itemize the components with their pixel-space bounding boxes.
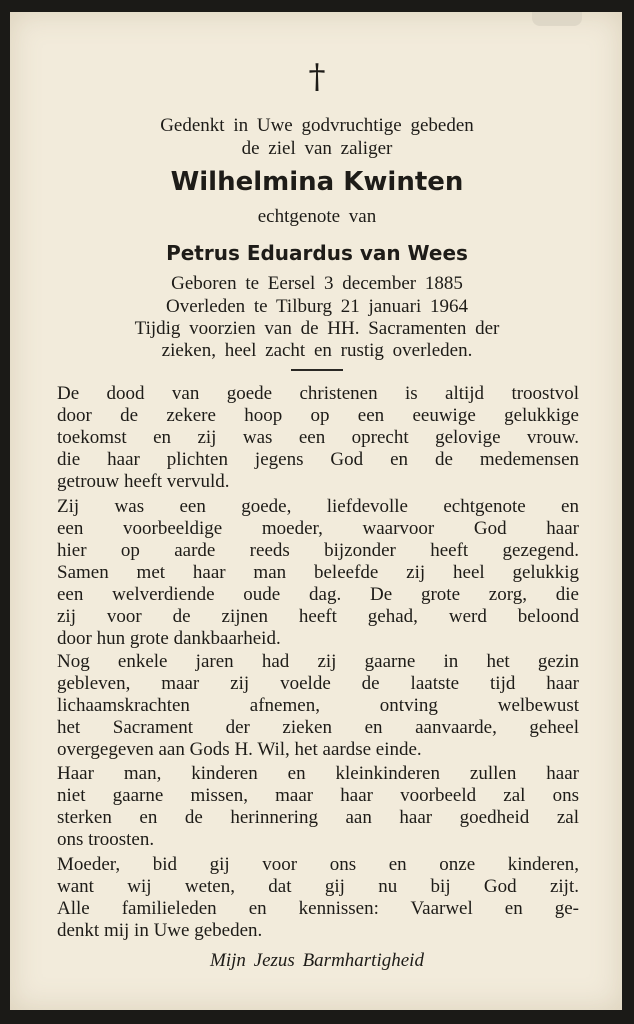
deceased-name: Wilhelmina Kwinten [170, 167, 464, 197]
paragraph-line: door de zekere hoop op een eeuwige gelukkige [57, 405, 579, 426]
divider [291, 369, 343, 371]
paragraph-line: Moeder, bid gij voor ons en onze kinderen, [57, 854, 579, 875]
paragraph-line: Nog enkele jaren had zij gaarne in het gezin [57, 651, 579, 672]
paragraph-line: zij voor de zijnen heeft gehad, werd beloond [57, 606, 579, 627]
sacraments-line-2: zieken, heel zacht en rustig overleden. [161, 340, 473, 361]
relation-text: echtgenote van [257, 206, 377, 227]
paragraph-line: het Sacrament der zieken en aanvaarde, geheel [57, 717, 579, 738]
paragraph-2 [57, 496, 579, 650]
paragraph-line: lichaamskrachten afnemen, ontving welbewust [57, 695, 579, 716]
paragraph-line: overgegeven aan Gods H. Wil, het aardse einde. [57, 739, 422, 760]
paragraph-3 [57, 651, 579, 761]
death-line: Overleden te Tilburg 21 januari 1964 [166, 296, 468, 317]
paragraph-line: die haar plichten jegens God en de medemensen [57, 449, 579, 470]
paragraph-line: toekomst en zij was een oprecht gelovige vrouw. [57, 427, 579, 448]
intro-line-2: de ziel van zaliger [241, 138, 393, 159]
paragraph-line: Zij was een goede, liefdevolle echtgenote en [57, 496, 579, 517]
spouse-name: Petrus Eduardus van Wees [166, 241, 468, 265]
paragraph-line: ons troosten. [57, 829, 155, 850]
paragraph-5 [57, 854, 579, 942]
paragraph-line: Alle familieleden en kennissen: Vaarwel en ge- [57, 898, 579, 919]
paragraph-line: Haar man, kinderen en kleinkinderen zullen haar [57, 763, 579, 784]
closing-prayer: Mijn Jezus Barmhartigheid [210, 950, 424, 971]
birth-line: Geboren te Eersel 3 december 1885 [171, 273, 463, 294]
paper-stain [532, 12, 582, 26]
sacraments-line-1: Tijdig voorzien van de HH. Sacramenten der [134, 318, 500, 339]
intro-line-1: Gedenkt in Uwe godvruchtige gebeden [160, 115, 474, 136]
paragraph-line: door hun grote dankbaarheid. [57, 628, 281, 649]
paragraph-line: hier op aarde reeds bijzonder heeft gezegend. [57, 540, 579, 561]
paragraph-1 [57, 383, 579, 493]
paragraph-line: want wij weten, dat gij nu bij God zijt. [57, 876, 579, 897]
paragraph-line: gebleven, maar zij voelde de laatste tijd haar [57, 673, 579, 694]
paragraph-line: getrouw heeft vervuld. [57, 471, 230, 492]
paragraph-line: denkt mij in Uwe gebeden. [57, 920, 263, 941]
paragraph-line: een voorbeeldige moeder, waarvoor God haar [57, 518, 579, 539]
paragraph-line: niet gaarne missen, maar haar voorbeeld zal ons [57, 785, 579, 806]
paragraph-line: sterken en de herinnering aan haar goedheid zal [57, 807, 579, 828]
cross-icon: † [308, 57, 326, 97]
paragraph-4 [57, 763, 579, 851]
paragraph-line: Samen met haar man beleefde zij heel gelukkig [57, 562, 579, 583]
paragraph-line: De dood van goede christenen is altijd troostvol [57, 383, 579, 404]
paragraph-line: een welverdiende oude dag. De grote zorg, die [57, 584, 579, 605]
